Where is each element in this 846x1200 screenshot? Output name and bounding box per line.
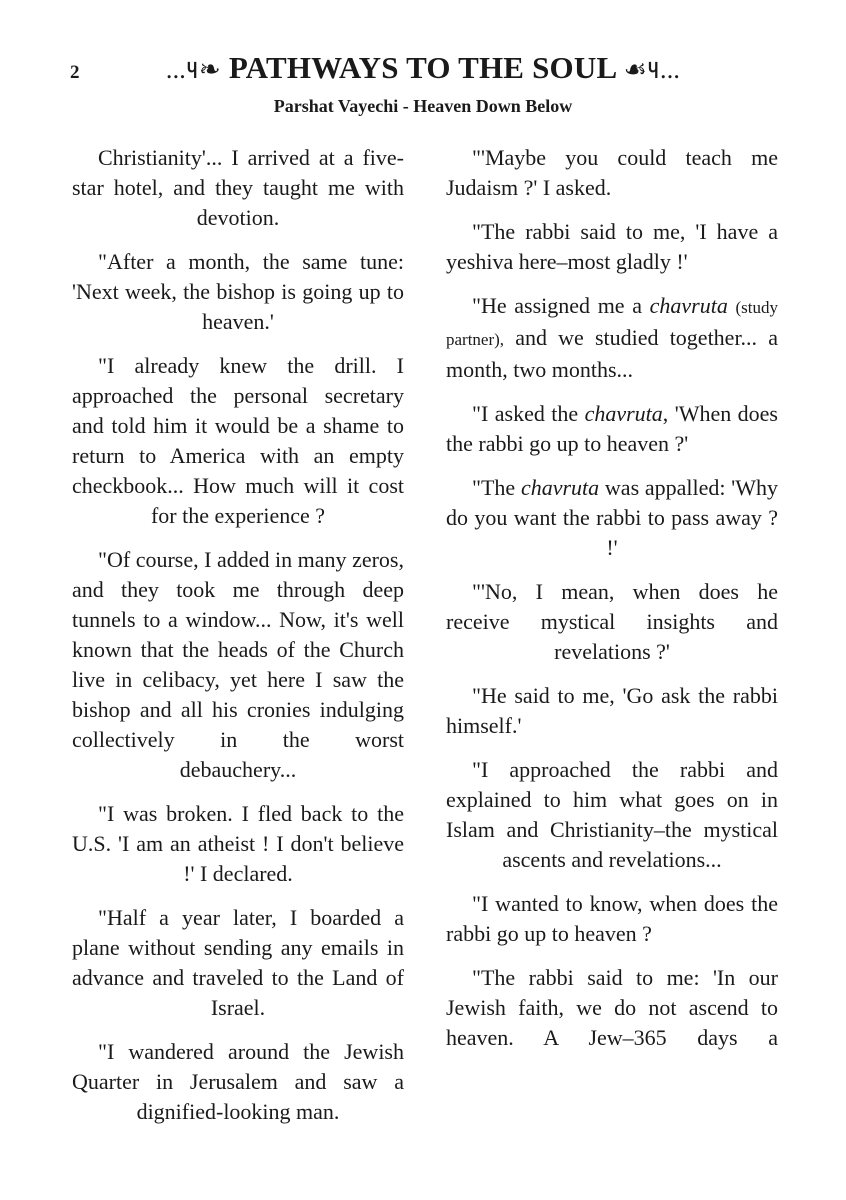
- paragraph: [72, 545, 404, 785]
- text-run: Christianity'... I arrived at a five-star hotel, and they taught me with devotion.: [72, 145, 404, 230]
- ornament-right: ☙౺...: [623, 55, 681, 84]
- text-run: , 'When does the rabbi go up to heaven ?': [446, 401, 778, 456]
- paragraph: [446, 577, 778, 667]
- text-run: "I wanted to know, when does the rabbi go up to heaven ?: [446, 891, 778, 946]
- text-run: "I wandered around the Jewish Quarter in Jerusalem and saw a dignified-looking man.: [72, 1039, 404, 1124]
- book-title: PATHWAYS TO THE SOUL: [228, 50, 616, 85]
- text-run: "Of course, I added in many zeros, and they took me through deep tunnels to a window... Now, it's well known that the heads of the Church live in celibacy, yet here I saw the bishop and all his cronies indulging collectively in the worst debauchery...: [72, 547, 404, 782]
- paragraph: [446, 755, 778, 875]
- text-run: "He said to me, 'Go ask the rabbi himself.': [446, 683, 778, 738]
- paragraph: [72, 1037, 404, 1127]
- text-run: "The rabbi said to me, 'I have a yeshiva here–most gladly !': [446, 219, 778, 274]
- text-run: "'Maybe you could teach me Judaism ?' I asked.: [446, 145, 778, 200]
- text-run: "The: [472, 475, 521, 500]
- left-column: [72, 143, 404, 1141]
- text-run: was appalled: 'Why do you want the rabbi to pass away ? !': [446, 475, 779, 560]
- paragraph: [446, 217, 778, 277]
- page-number: 2: [70, 62, 80, 83]
- text-run: "'No, I mean, when does he receive mystical insights and revelations ?': [446, 579, 778, 664]
- italic-term: chavruta: [520, 475, 600, 500]
- ornament-left: ...౺❧: [165, 55, 221, 84]
- text-run: and we studied together... a month, two months...: [446, 325, 778, 382]
- chapter-subtitle: Parshat Vayechi - Heaven Down Below: [273, 96, 573, 116]
- paragraph: [72, 247, 404, 337]
- text-run: "I was broken. I fled back to the U.S. 'I am an atheist ! I don't believe !' I declared.: [72, 801, 404, 886]
- italic-term: chavruta: [584, 401, 663, 426]
- right-column: [446, 143, 778, 1067]
- text-run: "I approached the rabbi and explained to him what goes on in Islam and Christianity–the mystical ascents and revelations...: [446, 757, 778, 872]
- paragraph: [446, 143, 778, 203]
- paragraph: [72, 799, 404, 889]
- text-run: "After a month, the same tune: 'Next week, the bishop is going up to heaven.': [72, 249, 404, 334]
- paragraph: [446, 681, 778, 741]
- paragraph: [446, 889, 778, 949]
- text-run: "Half a year later, I boarded a plane without sending any emails in advance and traveled to the Land of Israel.: [72, 905, 404, 1020]
- paragraph: [72, 351, 404, 531]
- paragraph: [72, 143, 404, 233]
- paragraph: [446, 473, 778, 563]
- paragraph: [72, 903, 404, 1023]
- text-run: "The rabbi said to me: 'In our Jewish faith, we do not ascend to heaven. A Jew–365 days a: [446, 965, 778, 1050]
- text-run: "I asked the: [472, 401, 585, 426]
- paragraph: [446, 399, 778, 459]
- paragraph: [446, 963, 778, 1053]
- text-run: "He assigned me a: [472, 293, 650, 318]
- running-header: [0, 50, 846, 91]
- text-run: "I already knew the drill. I approached the personal secretary and told him it would be a shame to return to America with an empty checkbook... How much will it cost for the experience ?: [72, 353, 404, 528]
- text-run: [728, 293, 736, 318]
- italic-term: chavruta: [649, 293, 728, 318]
- paragraph: [446, 291, 778, 385]
- text-run: (study partner),: [446, 298, 778, 349]
